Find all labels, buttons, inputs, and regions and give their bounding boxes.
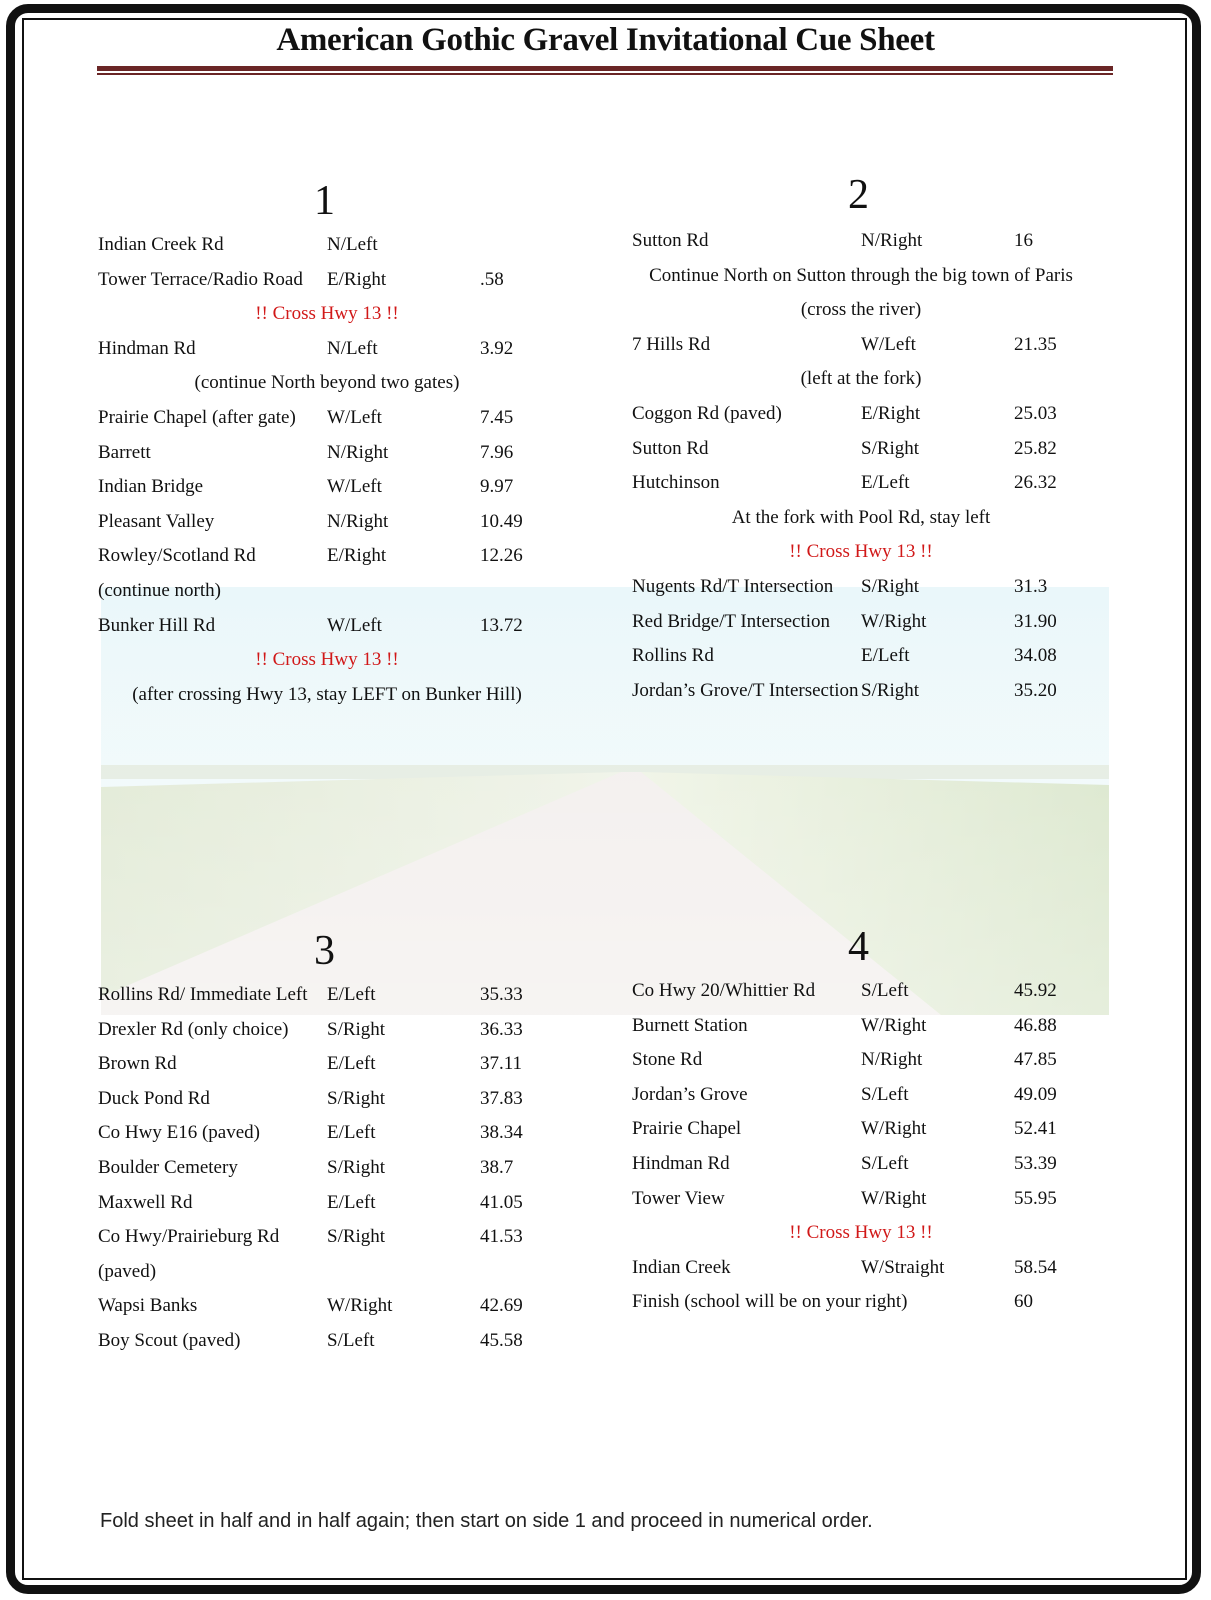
cue-row bbox=[0, 223, 1211, 258]
cue-road: Co Hwy E16 (paved) bbox=[98, 1122, 260, 1144]
cue-road: Boulder Cemetery bbox=[98, 1157, 238, 1178]
cue-road: Maxwell Rd bbox=[98, 1191, 193, 1213]
cue-road: Hindman Rd bbox=[98, 337, 196, 359]
cue-row bbox=[0, 973, 1211, 1008]
cue-direction: E/Right bbox=[327, 545, 387, 567]
cue-direction: S/Right bbox=[327, 1087, 386, 1109]
cue-row bbox=[0, 1181, 1211, 1216]
cue-direction: W/Right bbox=[861, 1118, 927, 1140]
cue-mileage: 26.32 bbox=[1014, 472, 1057, 494]
cue-mileage: 49.09 bbox=[1014, 1083, 1057, 1105]
cue-road: Tower View bbox=[632, 1187, 725, 1209]
cue-direction: N/Right bbox=[327, 510, 389, 532]
cue-road: Rowley/Scotland Rd bbox=[98, 545, 256, 567]
cue-road: Rollins Rd bbox=[632, 645, 714, 667]
cue-mileage: 58.54 bbox=[1014, 1256, 1057, 1278]
cue-direction: W/Right bbox=[861, 610, 927, 632]
cue-direction: W/Straight bbox=[861, 1256, 945, 1278]
cue-row bbox=[0, 327, 1211, 362]
page-title: American Gothic Gravel Invitational Cue Sheet bbox=[276, 22, 935, 58]
cue-note: (after crossing Hwy 13, stay LEFT on Bunker Hill) bbox=[132, 683, 522, 705]
cue-warning: !! Cross Hwy 13 !! bbox=[789, 1222, 933, 1244]
cue-road: Bunker Hill Rd bbox=[98, 614, 216, 636]
cue-row bbox=[0, 673, 1211, 708]
cue-road: Hutchinson bbox=[632, 472, 720, 494]
cue-note: (continue North beyond two gates) bbox=[194, 372, 460, 394]
cue-road: Rollins Rd/ Immediate Left bbox=[98, 984, 308, 1005]
cue-mileage: 45.58 bbox=[480, 1330, 523, 1351]
cue-direction: W/Left bbox=[861, 333, 916, 355]
cue-mileage: 47.85 bbox=[1014, 1049, 1057, 1071]
cue-mileage: 10.49 bbox=[480, 510, 523, 532]
cue-road: Burnett Station bbox=[632, 1014, 748, 1036]
cue-direction: N/Right bbox=[327, 441, 389, 463]
cue-row bbox=[0, 465, 1211, 500]
cue-note: At the fork with Pool Rd, stay left bbox=[731, 506, 991, 528]
cue-direction: E/Right bbox=[861, 403, 921, 424]
cue-road: Hindman Rd bbox=[632, 1153, 730, 1174]
cue-road: Boy Scout (paved) bbox=[98, 1330, 241, 1351]
cue-mileage: 45.92 bbox=[1014, 980, 1057, 1001]
cue-direction: E/Left bbox=[861, 645, 910, 667]
cue-mileage: 55.95 bbox=[1014, 1187, 1057, 1209]
cue-road: Indian Bridge bbox=[98, 476, 204, 498]
cue-mileage: 37.11 bbox=[480, 1053, 523, 1075]
cue-direction: S/Left bbox=[861, 1153, 909, 1174]
title-rule-thick bbox=[97, 66, 1113, 71]
cue-road: Drexler Rd (only choice) bbox=[98, 1018, 289, 1040]
cue-mileage: 35.33 bbox=[480, 984, 523, 1005]
cue-direction: E/Left bbox=[327, 984, 376, 1005]
cue-road: Stone Rd bbox=[632, 1049, 703, 1071]
cue-direction: E/Right bbox=[327, 268, 387, 290]
quadrant-number: 2 bbox=[848, 172, 869, 218]
cue-direction: N/Left bbox=[327, 337, 378, 359]
cue-direction: W/Left bbox=[327, 614, 382, 636]
cue-direction: W/Left bbox=[327, 407, 382, 428]
cue-warning: !! Cross Hwy 13 !! bbox=[255, 649, 399, 671]
cue-road: Coggon Rd (paved) bbox=[632, 403, 782, 424]
cue-mileage: 3.92 bbox=[480, 337, 514, 359]
cue-mileage: 25.03 bbox=[1014, 403, 1057, 424]
cue-mileage: 21.35 bbox=[1014, 333, 1057, 355]
cue-road: Tower Terrace/Radio Road bbox=[98, 268, 303, 290]
cue-road: Finish (school will be on your right) bbox=[632, 1291, 908, 1313]
cue-mileage: 42.69 bbox=[480, 1295, 523, 1317]
cue-row bbox=[0, 604, 1211, 639]
cue-direction: S/Left bbox=[861, 980, 909, 1001]
cue-mileage: 41.05 bbox=[480, 1191, 523, 1213]
cue-road: Brown Rd bbox=[98, 1053, 177, 1075]
title-rule-thin bbox=[97, 73, 1113, 75]
cue-mileage: .58 bbox=[480, 268, 504, 290]
cue-row bbox=[0, 1111, 1211, 1146]
cue-direction: S/Left bbox=[327, 1330, 375, 1351]
cue-direction: N/Left bbox=[327, 234, 378, 255]
cue-mileage: 7.96 bbox=[480, 441, 514, 463]
cue-direction: E/Left bbox=[327, 1053, 376, 1075]
cue-mileage: 9.97 bbox=[480, 476, 514, 498]
cue-mileage: 16 bbox=[1014, 230, 1033, 251]
cue-mileage: 13.72 bbox=[480, 614, 523, 636]
cue-road: Prairie Chapel (after gate) bbox=[98, 407, 296, 428]
cue-road: Duck Pond Rd bbox=[98, 1087, 210, 1109]
cue-mileage: 60 bbox=[1014, 1291, 1033, 1313]
cue-direction: S/Right bbox=[861, 679, 920, 701]
cue-road: Indian Creek Rd bbox=[98, 234, 224, 255]
quadrant-number: 4 bbox=[848, 924, 869, 970]
cue-row bbox=[0, 1250, 1211, 1285]
cue-warning: !! Cross Hwy 13 !! bbox=[789, 541, 933, 563]
cue-road: Pleasant Valley bbox=[98, 510, 215, 532]
cue-note: (left at the fork) bbox=[800, 368, 922, 390]
cue-mileage: 41.53 bbox=[480, 1226, 523, 1248]
footer-instructions: Fold sheet in half and in half again; then start on side 1 and proceed in numerical order. bbox=[100, 1510, 873, 1532]
cue-mileage: 37.83 bbox=[480, 1087, 523, 1109]
cue-mileage: 36.33 bbox=[480, 1018, 523, 1040]
cue-road: Wapsi Banks bbox=[98, 1295, 198, 1317]
cue-row bbox=[0, 1008, 1211, 1043]
cue-direction: W/Left bbox=[327, 476, 382, 498]
cue-row bbox=[0, 431, 1211, 466]
cue-direction: S/Right bbox=[327, 1157, 386, 1178]
cue-direction: S/Left bbox=[861, 1083, 909, 1105]
cue-road: Jordan’s Grove/T Intersection bbox=[632, 679, 859, 701]
cue-road: Prairie Chapel bbox=[632, 1118, 742, 1140]
cue-mileage: 52.41 bbox=[1014, 1118, 1057, 1140]
cue-road: Co Hwy 20/Whittier Rd bbox=[632, 980, 816, 1001]
cue-road: Sutton Rd bbox=[632, 230, 709, 251]
cue-road: Jordan’s Grove bbox=[632, 1083, 748, 1105]
cue-note: (cross the river) bbox=[800, 299, 922, 321]
cue-road: Sutton Rd bbox=[632, 437, 709, 459]
cue-direction: E/Left bbox=[861, 472, 910, 494]
cue-mileage: 35.20 bbox=[1014, 679, 1057, 701]
cue-mileage: 31.90 bbox=[1014, 610, 1057, 632]
cue-mileage: 38.34 bbox=[480, 1122, 523, 1144]
cue-road: Nugents Rd/T Intersection bbox=[632, 576, 834, 597]
cue-row bbox=[0, 638, 1211, 673]
cue-road: (continue north) bbox=[98, 580, 221, 601]
cue-mileage: 53.39 bbox=[1014, 1153, 1057, 1174]
cue-warning: !! Cross Hwy 13 !! bbox=[255, 303, 399, 325]
cue-direction: S/Right bbox=[327, 1226, 386, 1248]
cue-road: Red Bridge/T Intersection bbox=[632, 610, 831, 632]
cue-mileage: 12.26 bbox=[480, 545, 523, 567]
cue-direction: S/Right bbox=[861, 576, 920, 597]
cue-row bbox=[0, 396, 1211, 431]
cue-direction: E/Left bbox=[327, 1122, 376, 1144]
cue-row bbox=[0, 1323, 1211, 1358]
cue-row bbox=[0, 569, 1211, 604]
cue-row bbox=[0, 1284, 1211, 1319]
cue-row bbox=[0, 1042, 1211, 1077]
cue-road: 7 Hills Rd bbox=[632, 333, 711, 355]
cue-direction: N/Right bbox=[861, 1049, 923, 1071]
cue-row bbox=[0, 1077, 1211, 1112]
cue-direction: E/Left bbox=[327, 1191, 376, 1213]
cue-mileage: 25.82 bbox=[1014, 437, 1057, 459]
cue-road: Barrett bbox=[98, 441, 151, 463]
cue-row bbox=[0, 1146, 1211, 1181]
cue-direction: S/Right bbox=[327, 1018, 386, 1040]
cue-mileage: 31.3 bbox=[1014, 576, 1048, 597]
quadrant-number: 3 bbox=[314, 928, 335, 974]
cue-road: (paved) bbox=[98, 1260, 157, 1282]
cue-direction: N/Right bbox=[861, 230, 923, 251]
cue-road: Indian Creek bbox=[632, 1256, 731, 1278]
cue-mileage: 7.45 bbox=[480, 407, 514, 428]
cue-mileage: 46.88 bbox=[1014, 1014, 1057, 1036]
cue-direction: S/Right bbox=[861, 437, 920, 459]
cue-note: Continue North on Sutton through the big town of Paris bbox=[649, 264, 1073, 286]
cue-direction: W/Right bbox=[861, 1014, 927, 1036]
cue-mileage: 34.08 bbox=[1014, 645, 1057, 667]
cue-direction: W/Right bbox=[327, 1295, 393, 1317]
cue-road: Co Hwy/Prairieburg Rd bbox=[98, 1226, 280, 1248]
quadrant-number: 1 bbox=[314, 178, 335, 224]
cue-direction: W/Right bbox=[861, 1187, 927, 1209]
cue-mileage: 38.7 bbox=[480, 1157, 514, 1178]
